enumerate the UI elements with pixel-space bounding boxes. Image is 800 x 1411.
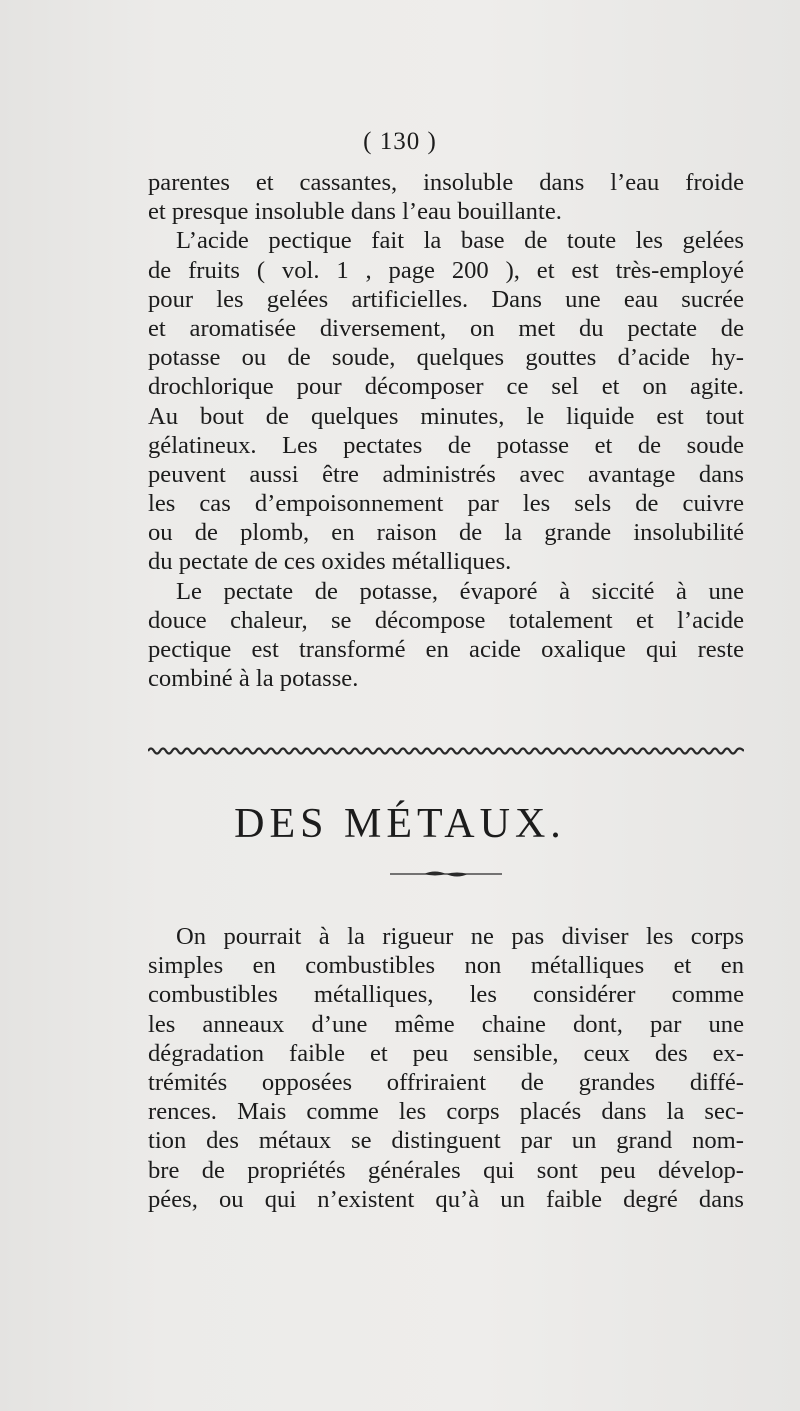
text-line: les cas d’empoisonnement par les sels de cuivre <box>148 490 744 518</box>
text-line: Au bout de quelques minutes, le liquide est tout <box>148 402 744 430</box>
text-line: et aromatisée diversement, on met du pectate de <box>148 314 744 342</box>
text-line: rences. Mais comme les corps placés dans la sec- <box>148 1098 744 1126</box>
text-line: et presque insoluble dans l’eau bouillante. <box>148 198 562 226</box>
text-line: combiné à la potasse. <box>148 665 359 693</box>
text-line: drochlorique pour décomposer ce sel et on agite. <box>148 373 744 401</box>
text-line: ou de plomb, en raison de la grande insolubilité <box>148 519 744 547</box>
paragraph-block-metaux <box>148 922 744 1214</box>
text-line: On pourrait à la rigueur ne pas diviser les corps <box>176 923 744 950</box>
text-line: pectique est transformé en acide oxalique qui reste <box>148 636 744 663</box>
text-line: trémités opposées offriraient de grandes diffé- <box>148 1068 744 1096</box>
decorative-wavy-rule <box>148 744 744 758</box>
text-line: dégradation faible et peu sensible, ceux des ex- <box>148 1039 744 1067</box>
page-number: ( 130 ) <box>363 128 437 155</box>
text-line: Le pectate de potasse, évaporé à siccité à une <box>176 577 744 605</box>
text-line: peuvent aussi être administrés avec avantage dans <box>148 460 744 488</box>
text-line: potasse ou de soude, quelques gouttes d’acide hy- <box>148 344 744 372</box>
decorative-ornament-rule <box>390 868 502 880</box>
text-line: de fruits ( vol. 1 , page 200 ), et est très-employé <box>148 256 744 284</box>
text-line: L’acide pectique fait la base de toute les gelées <box>176 227 744 255</box>
section-title: DES MÉTAUX. <box>234 801 566 847</box>
text-line: tion des métaux se distinguent par un grand nom- <box>148 1127 744 1155</box>
text-line: pour les gelées artificielles. Dans une eau sucrée <box>148 285 744 313</box>
text-line: parentes et cassantes, insoluble dans l’eau froide <box>148 169 744 196</box>
text-line: combustibles métalliques, les considérer comme <box>148 981 744 1009</box>
text-line: les anneaux d’une même chaine dont, par une <box>148 1010 744 1038</box>
text-line: douce chaleur, se décompose totalement et l’acide <box>148 606 744 634</box>
text-line: pées, ou qui n’existent qu’à un faible degré dans <box>148 1185 744 1213</box>
text-line: gélatineux. Les pectates de potasse et de soude <box>148 431 744 459</box>
text-line: du pectate de ces oxides métalliques. <box>148 548 512 576</box>
paragraph-block-pectique <box>148 168 744 693</box>
text-line: bre de propriétés générales qui sont peu dévelop- <box>148 1156 744 1184</box>
text-line: simples en combustibles non métalliques et en <box>148 952 744 980</box>
